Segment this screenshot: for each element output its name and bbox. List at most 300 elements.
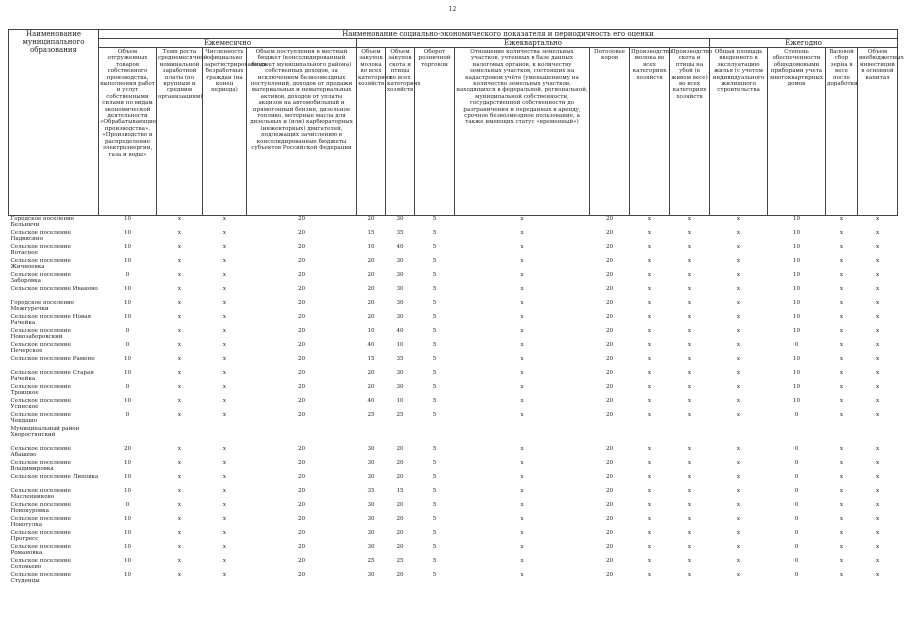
table-cell: x — [687, 488, 692, 494]
table-cell: x — [687, 314, 692, 320]
table-cell: x — [875, 488, 880, 494]
table-cell: x — [520, 446, 524, 452]
table-row — [9, 300, 898, 314]
table-cell: 20 — [297, 370, 306, 376]
table-cell: 20 — [605, 272, 614, 278]
table-cell: 30 — [396, 300, 404, 306]
table-cell: 20 — [605, 530, 614, 536]
table-cell: x — [875, 384, 880, 390]
table-cell: 40 — [396, 328, 404, 334]
table-cell: 10 — [123, 286, 132, 292]
section-name: Муниципальный район Хворостянский — [10, 426, 80, 439]
table-cell: x — [222, 530, 227, 536]
table-cell: 20 — [605, 300, 614, 306]
table-cell: x — [736, 474, 741, 480]
table-cell: 10 — [123, 516, 132, 522]
table-cell: x — [687, 244, 692, 250]
table-cell: x — [839, 356, 844, 362]
table-cell: 35 — [396, 356, 404, 362]
table-cell: x — [839, 230, 844, 236]
table-cell: 10 — [123, 314, 132, 320]
table-cell: x — [520, 384, 524, 390]
table-cell: 20 — [297, 502, 306, 508]
table-cell: x — [687, 300, 692, 306]
table-row — [9, 342, 898, 356]
header-period-monthly: Ежемесячно — [99, 39, 357, 48]
table-cell: x — [177, 474, 182, 480]
table-cell: x — [520, 216, 524, 222]
table-cell: x — [839, 314, 844, 320]
table-cell: x — [222, 544, 227, 550]
table-row — [9, 446, 898, 460]
table-cell: x — [736, 244, 741, 250]
municipality-name: Сельское поселение Студенцы — [10, 572, 71, 585]
table-row — [9, 412, 898, 426]
table-cell: x — [520, 342, 524, 348]
table-cell: 5 — [432, 328, 437, 334]
table-cell — [386, 426, 415, 446]
table-cell: 20 — [396, 544, 404, 550]
table-cell: x — [222, 258, 227, 264]
table-cell: 20 — [297, 300, 306, 306]
table-cell: 5 — [432, 474, 437, 480]
table-cell: x — [647, 460, 652, 466]
table-cell: x — [839, 300, 844, 306]
table-cell: x — [222, 356, 227, 362]
table-cell: 10 — [792, 258, 801, 264]
table-cell: x — [647, 370, 652, 376]
table-cell: 20 — [367, 286, 375, 292]
table-cell: x — [177, 530, 182, 536]
column-header: Поголовье коров — [590, 48, 630, 216]
table-cell: 20 — [605, 286, 614, 292]
municipality-name: Сельское поселение Новокуровка — [10, 502, 71, 515]
table-cell: 40 — [396, 244, 404, 250]
table-cell: x — [687, 446, 692, 452]
table-cell: 10 — [123, 356, 132, 362]
table-cell: x — [687, 272, 692, 278]
table-cell: 10 — [792, 398, 801, 404]
table-cell: 10 — [792, 314, 801, 320]
table-cell: x — [222, 412, 227, 418]
table-cell: x — [647, 502, 652, 508]
header-period-yearly: Ежегодно — [710, 39, 898, 48]
table-cell: 20 — [297, 342, 306, 348]
table-cell: x — [687, 530, 692, 536]
table-cell: 10 — [792, 230, 801, 236]
table-cell: x — [222, 286, 227, 292]
table-cell: x — [647, 558, 652, 564]
table-cell: x — [736, 384, 741, 390]
table-cell: 0 — [794, 516, 799, 522]
table-cell: x — [520, 356, 524, 362]
table-cell: 30 — [367, 516, 375, 522]
table-cell: 0 — [794, 460, 799, 466]
table-cell: x — [839, 370, 844, 376]
table-cell: x — [839, 328, 844, 334]
table-cell: 5 — [432, 530, 437, 536]
table-cell: x — [177, 544, 182, 550]
table-cell: x — [839, 474, 844, 480]
table-row — [9, 502, 898, 516]
table-cell: 20 — [605, 474, 614, 480]
table-cell: x — [736, 530, 741, 536]
table-cell: 20 — [297, 530, 306, 536]
table-cell: x — [875, 272, 880, 278]
table-cell: 20 — [367, 384, 375, 390]
table-cell: x — [177, 272, 182, 278]
table-cell: x — [839, 446, 844, 452]
table-row — [9, 530, 898, 544]
table-cell: 5 — [432, 558, 437, 564]
table-cell: x — [520, 272, 524, 278]
table-cell: x — [647, 530, 652, 536]
table-cell: 0 — [794, 488, 799, 494]
table-cell: 20 — [297, 314, 306, 320]
table-cell: 30 — [396, 286, 404, 292]
table-cell — [455, 426, 590, 446]
table-cell: x — [222, 300, 227, 306]
table-cell: 30 — [396, 258, 404, 264]
table-cell — [247, 426, 357, 446]
municipality-name: Сельское поселение Липовка — [10, 474, 99, 480]
table-cell — [99, 426, 157, 446]
table-cell: 5 — [432, 230, 437, 236]
table-cell — [826, 426, 858, 446]
table-cell — [710, 426, 768, 446]
table-cell: 20 — [123, 446, 132, 452]
table-cell: x — [875, 370, 880, 376]
table-cell: 20 — [297, 544, 306, 550]
table-cell: x — [222, 370, 227, 376]
table-cell: 20 — [367, 314, 375, 320]
table-cell: 5 — [432, 356, 437, 362]
table-cell: x — [520, 286, 524, 292]
table-cell: 10 — [792, 244, 801, 250]
table-cell: 20 — [297, 446, 306, 452]
table-cell: 15 — [367, 230, 375, 236]
table-cell: x — [520, 460, 524, 466]
table-cell: 20 — [297, 488, 306, 494]
table-cell: x — [647, 216, 652, 222]
municipality-name: Сельское поселение Вотасное — [10, 244, 71, 257]
table-cell: x — [687, 460, 692, 466]
table-cell: 30 — [367, 460, 375, 466]
table-cell: x — [177, 244, 182, 250]
table-cell: x — [520, 244, 524, 250]
table-cell: 10 — [123, 370, 132, 376]
table-cell: x — [647, 300, 652, 306]
municipality-name: Сельское поселение Соловьево — [10, 558, 71, 571]
table-cell: 10 — [123, 474, 132, 480]
table-cell: 5 — [432, 244, 437, 250]
table-cell: 10 — [123, 558, 132, 564]
table-cell: x — [839, 286, 844, 292]
table-cell: 30 — [367, 530, 375, 536]
table-cell: x — [687, 516, 692, 522]
table-cell: 20 — [297, 558, 306, 564]
table-row — [9, 426, 898, 446]
table-cell: x — [875, 286, 880, 292]
table-cell: 20 — [297, 460, 306, 466]
table-cell: x — [687, 370, 692, 376]
table-cell: x — [177, 258, 182, 264]
column-header: Отношение количества земельных участков, учтенных в базе данных налоговых органов, к количеству земельных участков, состоящих на кадастровом учёте (уменьшенному на количество земельных участков, находящихся в федеральной, региональной, муниципальной собственности, государственной собственности до разграничения и переданных в аренду, срочное безвозмездное пользование, а также имеющих статус «временный») — [455, 48, 590, 216]
table-cell — [630, 426, 670, 446]
table-cell: x — [839, 488, 844, 494]
table-cell: 20 — [605, 342, 614, 348]
table-cell: 0 — [794, 446, 799, 452]
table-cell: x — [839, 558, 844, 564]
table-cell: 20 — [297, 216, 306, 222]
table-cell: x — [875, 572, 880, 578]
table-cell: 0 — [794, 530, 799, 536]
table-cell: 20 — [297, 258, 306, 264]
table-cell: x — [520, 328, 524, 334]
table-cell: x — [687, 398, 692, 404]
table-cell: 5 — [432, 272, 437, 278]
table-cell: 30 — [367, 474, 375, 480]
table-cell: 20 — [367, 216, 375, 222]
table-cell: 10 — [123, 530, 132, 536]
table-cell: x — [222, 502, 227, 508]
table-cell: x — [875, 446, 880, 452]
table-row — [9, 572, 898, 586]
table-cell: x — [520, 300, 524, 306]
table-cell: 20 — [367, 300, 375, 306]
municipality-name: Сельское поселение Прогресс — [10, 530, 71, 543]
table-cell: x — [647, 314, 652, 320]
table-cell: x — [687, 216, 692, 222]
table-cell: x — [875, 342, 880, 348]
table-cell: x — [736, 272, 741, 278]
table-cell: 20 — [396, 446, 404, 452]
table-cell: 10 — [792, 384, 801, 390]
table-cell: x — [875, 356, 880, 362]
table-cell: x — [736, 216, 741, 222]
table-cell: x — [177, 314, 182, 320]
table-cell: 20 — [605, 460, 614, 466]
table-cell: 0 — [125, 412, 130, 418]
table-cell: 20 — [605, 516, 614, 522]
table-cell: 20 — [297, 328, 306, 334]
table-row — [9, 558, 898, 572]
table-cell: x — [520, 258, 524, 264]
table-cell: x — [736, 446, 741, 452]
table-cell: x — [875, 502, 880, 508]
table-cell: 20 — [297, 474, 306, 480]
table-cell: 20 — [605, 258, 614, 264]
table-cell: x — [875, 558, 880, 564]
table-row — [9, 272, 898, 286]
table-cell: 20 — [605, 502, 614, 508]
table-cell: 5 — [432, 572, 437, 578]
table-cell: x — [222, 384, 227, 390]
table-cell: 10 — [123, 544, 132, 550]
table-cell: 5 — [432, 384, 437, 390]
table-cell: 0 — [794, 502, 799, 508]
table-cell: 10 — [367, 244, 375, 250]
table-cell: x — [875, 244, 880, 250]
table-cell: 10 — [396, 342, 404, 348]
page-number: 12 — [448, 6, 457, 13]
table-cell: x — [875, 544, 880, 550]
table-cell — [670, 426, 710, 446]
table-cell: x — [222, 398, 227, 404]
table-cell: x — [647, 544, 652, 550]
table-cell: x — [736, 502, 741, 508]
table-cell: 10 — [123, 216, 132, 222]
table-cell: x — [736, 460, 741, 466]
column-header: Численность официально зарегистрированных безработных граждан (на конец периода) — [203, 48, 247, 216]
table-cell: x — [647, 384, 652, 390]
table-cell: 20 — [396, 530, 404, 536]
table-cell: x — [839, 530, 844, 536]
table-row — [9, 230, 898, 244]
table-cell: 10 — [792, 370, 801, 376]
table-cell — [415, 426, 455, 446]
header-municipality: Наименование муниципального образования — [9, 30, 99, 216]
table-cell: x — [875, 398, 880, 404]
table-cell: 20 — [297, 356, 306, 362]
table-row — [9, 460, 898, 474]
table-cell: x — [647, 258, 652, 264]
table-cell: x — [520, 412, 524, 418]
table-cell: x — [177, 488, 182, 494]
table-cell: 20 — [605, 244, 614, 250]
table-cell: 10 — [123, 572, 132, 578]
table-cell: x — [736, 398, 741, 404]
table-cell: 10 — [367, 328, 375, 334]
table-cell: 20 — [297, 572, 306, 578]
municipality-name: Сельское поселение Надвисино — [10, 230, 71, 243]
table-cell: x — [839, 342, 844, 348]
table-cell: 0 — [125, 502, 130, 508]
municipality-name: Сельское поселение Рамено — [10, 356, 95, 362]
table-cell: 15 — [367, 356, 375, 362]
table-cell: 20 — [367, 272, 375, 278]
table-cell: x — [839, 244, 844, 250]
table-row — [9, 258, 898, 272]
table-cell: 0 — [794, 544, 799, 550]
table-row — [9, 356, 898, 370]
table-cell: 10 — [792, 272, 801, 278]
table-cell: x — [839, 460, 844, 466]
table-cell: x — [177, 230, 182, 236]
municipality-name: Сельское поселение Усинское — [10, 398, 71, 411]
table-cell: 0 — [125, 328, 130, 334]
table-cell: 25 — [396, 558, 404, 564]
table-cell: x — [177, 516, 182, 522]
table-cell: x — [520, 502, 524, 508]
municipality-name: Городское поселение Бельничи — [10, 216, 75, 229]
table-cell: x — [687, 384, 692, 390]
table-cell: x — [736, 488, 741, 494]
table-cell: x — [177, 384, 182, 390]
table-cell: x — [687, 544, 692, 550]
table-cell — [203, 426, 247, 446]
table-cell: 30 — [367, 544, 375, 550]
table-cell: x — [222, 446, 227, 452]
table-cell: 25 — [367, 558, 375, 564]
table-cell: x — [177, 446, 182, 452]
table-cell: x — [839, 412, 844, 418]
table-cell: x — [875, 474, 880, 480]
table-cell: x — [177, 356, 182, 362]
column-header: Производство молока во всех категориях хозяйств — [630, 48, 670, 216]
municipality-name: Городское поселение Межгуречки — [10, 300, 75, 313]
table-cell: x — [687, 502, 692, 508]
table-cell: x — [222, 460, 227, 466]
table-body — [9, 216, 898, 587]
table-cell: x — [736, 286, 741, 292]
table-cell: x — [177, 370, 182, 376]
table-cell: 20 — [605, 558, 614, 564]
table-cell: 10 — [123, 258, 132, 264]
table-cell: x — [647, 342, 652, 348]
table-cell: x — [839, 272, 844, 278]
table-row — [9, 474, 898, 488]
table-cell: x — [736, 572, 741, 578]
table-cell: 20 — [396, 460, 404, 466]
table-cell: x — [647, 272, 652, 278]
table-cell: 20 — [396, 572, 404, 578]
table-cell: 0 — [125, 384, 130, 390]
table-cell: x — [736, 356, 741, 362]
table-row — [9, 370, 898, 384]
table-cell: 5 — [432, 446, 437, 452]
table-cell: x — [875, 230, 880, 236]
table-cell: x — [177, 558, 182, 564]
table-cell: x — [875, 412, 880, 418]
table-cell: x — [520, 488, 524, 494]
municipality-name: Сельское поселение Заборовка — [10, 272, 71, 285]
table-cell: 30 — [396, 314, 404, 320]
table-cell: 5 — [432, 258, 437, 264]
table-cell: x — [647, 244, 652, 250]
table-row — [9, 286, 898, 300]
municipality-name: Сельское поселение Новозаборовский — [10, 328, 71, 341]
table-cell: 35 — [367, 488, 375, 494]
table-cell: x — [177, 412, 182, 418]
table-cell: 20 — [605, 446, 614, 452]
table-row — [9, 516, 898, 530]
table-cell: x — [875, 460, 880, 466]
table-cell — [157, 426, 203, 446]
table-cell: x — [875, 258, 880, 264]
table-cell: x — [647, 398, 652, 404]
indicators-table — [8, 29, 904, 586]
table-cell: x — [647, 572, 652, 578]
table-cell: 10 — [792, 328, 801, 334]
table-cell: 25 — [396, 412, 404, 418]
table-cell: x — [520, 474, 524, 480]
table-cell: x — [736, 230, 741, 236]
column-header: Валовой сбор зерна в весе после доработки — [826, 48, 858, 216]
column-header: Производство скота и птицы на убой (в живом весе) во всех категориях хозяйств — [670, 48, 710, 216]
table-cell: 5 — [432, 342, 437, 348]
table-cell: 5 — [432, 460, 437, 466]
table-cell: 20 — [605, 544, 614, 550]
table-cell: 30 — [396, 216, 404, 222]
table-cell: x — [177, 328, 182, 334]
table-cell: x — [839, 216, 844, 222]
table-cell: 30 — [367, 446, 375, 452]
table-cell: x — [520, 572, 524, 578]
table-cell: 5 — [432, 300, 437, 306]
table-cell: x — [520, 530, 524, 536]
table-cell: 5 — [432, 286, 437, 292]
